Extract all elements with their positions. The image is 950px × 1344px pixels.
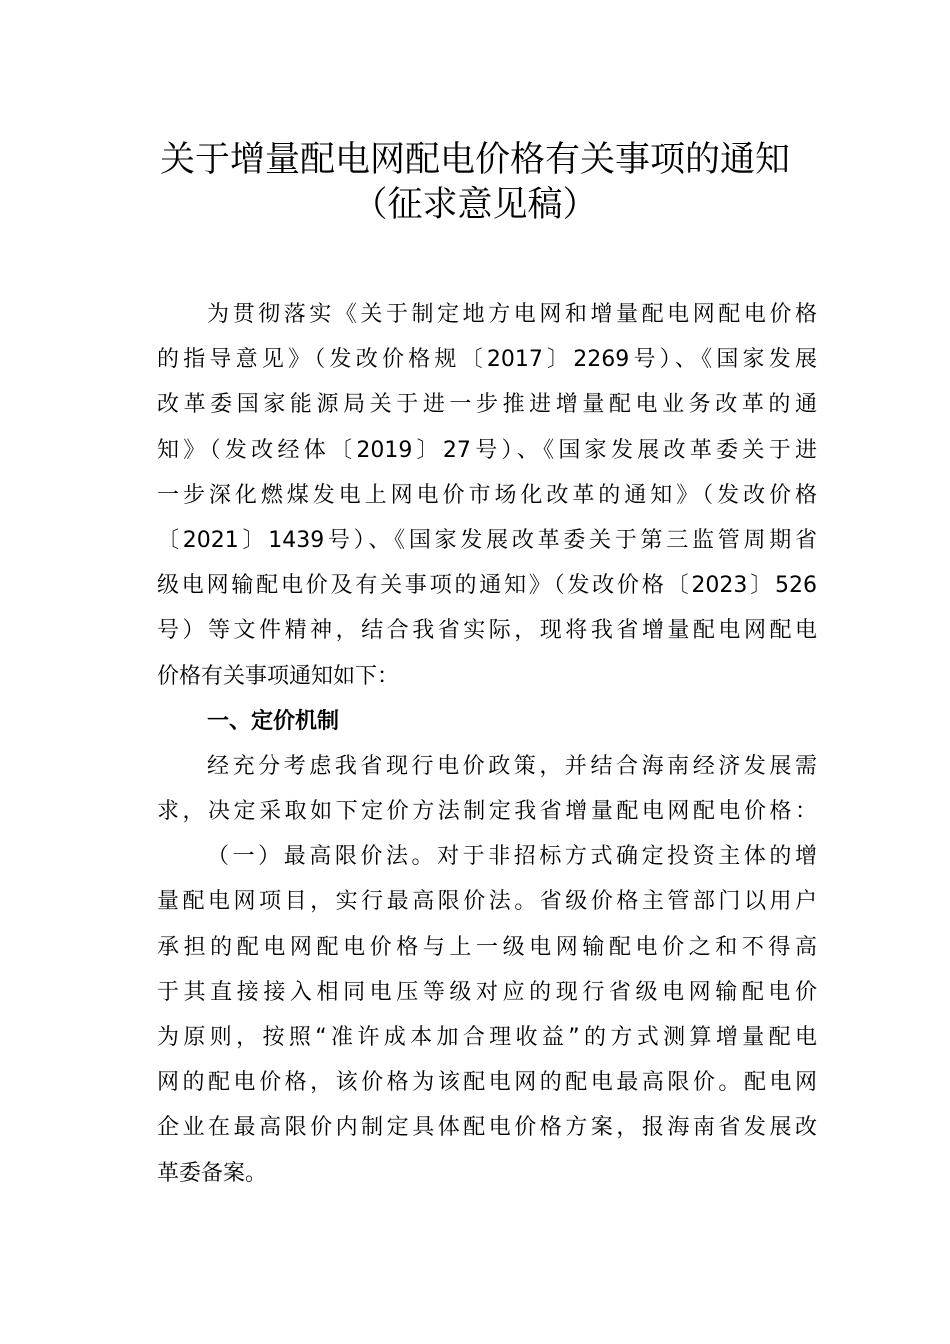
intro-line: 价格有关事项通知如下：	[157, 663, 400, 689]
document-body	[157, 292, 817, 1196]
intro-line: 一步深化燃煤发电上网电价市场化改革的通知》（发改价格	[157, 482, 817, 508]
item-line: 量配电网项目，实行最高限价法。省级价格主管部门以用户	[157, 889, 817, 915]
intro-line: 为贯彻落实《关于制定地方电网和增量配电网配电价格	[207, 302, 817, 327]
document-title: 关于增量配电网配电价格有关事项的通知	[159, 140, 790, 180]
item-line: （一）最高限价法。对于非招标方式确定投资主体的增	[207, 844, 817, 870]
item-line: 革委备案。	[157, 1160, 268, 1186]
intro-line: 改革委国家能源局关于进一步推进增量配电业务改革的通	[157, 392, 817, 418]
section-line: 经充分考虑我省现行电价政策，并结合海南经济发展需	[207, 753, 817, 779]
intro-line: 号）等文件精神，结合我省实际，现将我省增量配电网配电	[157, 618, 817, 644]
intro-line: 〔2021〕1439号）、《国家发展改革委关于第三监管周期省	[157, 527, 817, 553]
item-line: 企业在最高限价内制定具体配电价格方案，报海南省发展改	[157, 1115, 817, 1141]
item-line: 承担的配电网配电价格与上一级电网输配电价之和不得高	[157, 934, 817, 960]
intro-line: 知》（发改经体〔2019〕27号）、《国家发展改革委关于进	[157, 437, 817, 463]
item-line: 网的配电价格，该价格为该配电网的配电最高限价。配电网	[157, 1070, 817, 1096]
intro-line: 的指导意见》（发改价格规〔2017〕2269号）、《国家发展	[157, 347, 817, 373]
item-line: 于其直接接入相同电压等级对应的现行省级电网输配电价	[157, 979, 817, 1005]
item-line: 为原则，按照“准许成本加合理收益”的方式测算增量配电	[157, 1025, 817, 1050]
section-line: 求，决定采取如下定价方法制定我省增量配电网配电价格：	[157, 799, 817, 825]
document-subtitle: （征求意见稿）	[352, 185, 598, 225]
section-heading: 一、定价机制	[207, 708, 340, 734]
intro-line: 级电网输配电价及有关事项的通知》（发改价格〔2023〕526	[157, 573, 817, 599]
